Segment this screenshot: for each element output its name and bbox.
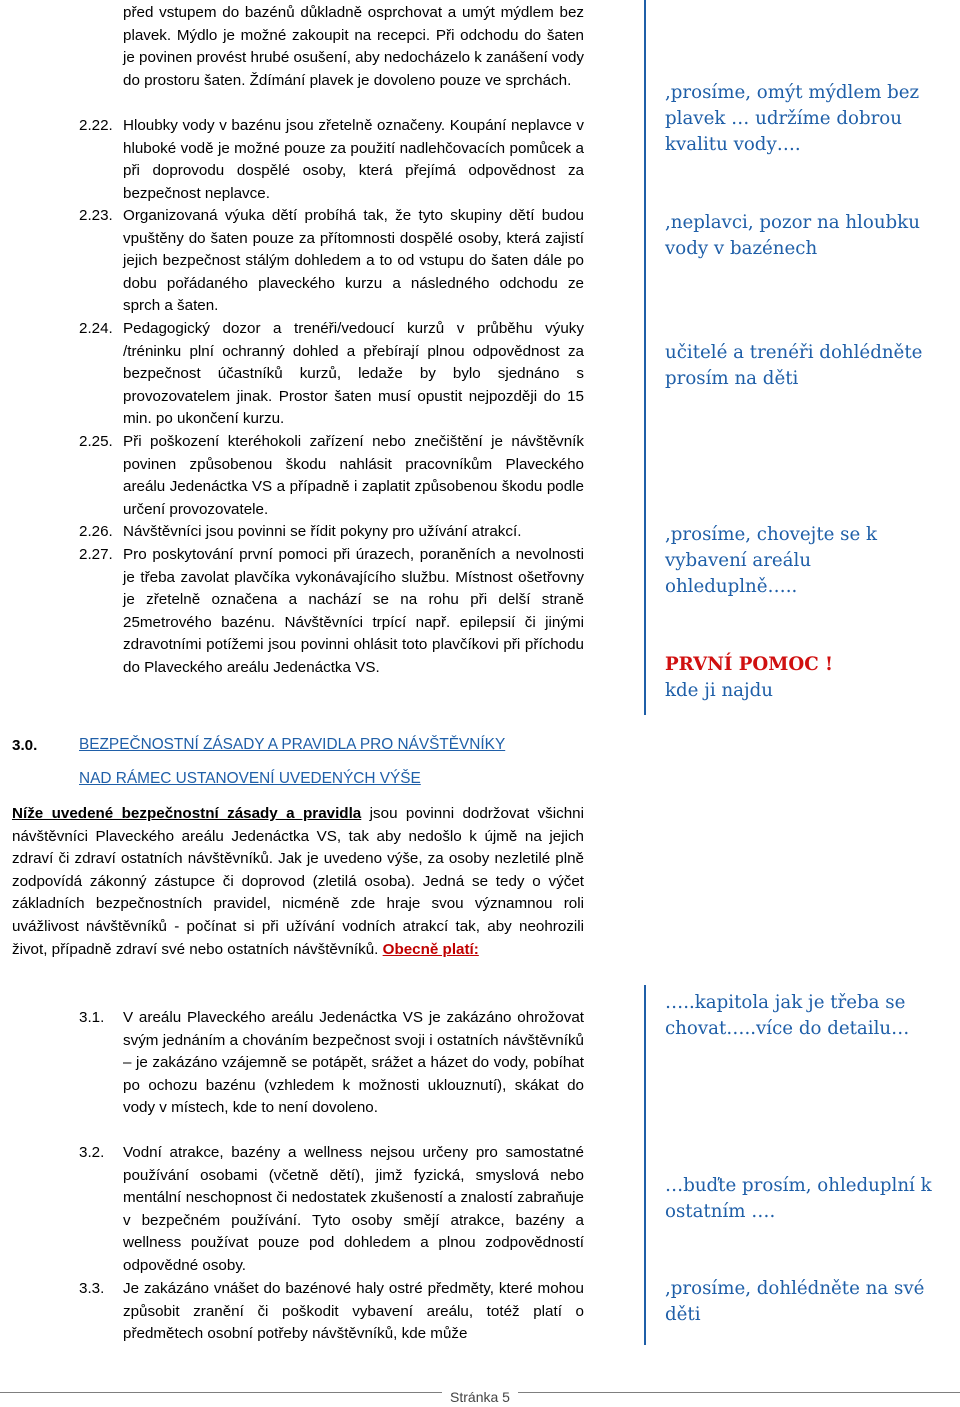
margin-note-behaviour: …..kapitola jak je třeba se chovat…..více do detailu… xyxy=(665,992,910,1039)
rule-text: V areálu Plaveckého areálu Jedenáctka VS je zakázáno ohrožovat svým jednáním a chováním bezpečnost svoji i ostatních návštěvníků – je zakázáno vzájemně se potápět, srážet a házet do vody, pobíhat po ochozu bazénu (vzhledem k možnosti uklouznutí), skákat do vody v místech, kde to není dovoleno. xyxy=(123,1009,584,1117)
margin-note-first-aid-sub: kde ji najdu xyxy=(665,680,773,701)
rule-text: Pro poskytování první pomoci při úrazech, poraněních a nevolnosti je třeba zavolat plavčíka vykonávajícího službu. Místnost ošetřovny je zřetelně označena a nachází se na rohu při delší straně 25metrového bazénu. Návštěvníci trpící např. epilepsií či jinými zdravotními potížemi jsou povinni ohlásit toto plavčíkovi při příchodu do Plaveckého areálu Jedenáctka VS. xyxy=(123,546,584,676)
rule-text: Při poškození kteréhokoli zařízení nebo znečištění je návštěvník povinen způsobenou škodu nahlásit pracovníkům Plaveckého areálu Jedenáctka VS a případně i zaplatit způsobenou škodu podle určení provozovatele. xyxy=(123,433,584,518)
page-footer xyxy=(0,1389,960,1405)
rule-number: 2.22. xyxy=(79,117,113,134)
margin-note-soap: ,prosíme, omýt mýdlem bez plavek … udržíme dobrou kvalitu vody…. xyxy=(665,82,920,155)
section-intro-body: jsou povinni dodržovat všichni návštěvníci Plaveckého areálu Jedenáctka VS, tak aby nedošlo k újmě na jejich zdraví či zdraví ostatních návštěvníků. Jak je uvedeno výše, za osoby nezletilé plně zodpovídá zákonný zástupce či doprovod (zletilá osoba). Jedná se tedy o výčet základních bezpečnostních pravidel, nicméně zde hraje svou významnou roli uvážlivost návštěvníků - počínat si při užívání vodních atrakcí tak, aby neohrozili život, případně zdraví své nebo ostatních návštěvníků. xyxy=(12,805,584,958)
rule-text: Organizovaná výuka dětí probíhá tak, že tyto skupiny dětí budou vpuštěny do šaten pouze za přítomnosti dospělé osoby, která zajistí jejich bezpečnost stálým dohledem a to od vstupu do šaten dále po dobu pořádaného plaveckého kurzu a následného odchodu ze sprch a šaten. xyxy=(123,207,584,315)
rule-number: 2.23. xyxy=(79,207,113,224)
intro-text: před vstupem do bazénů důkladně osprchovat a umýt mýdlem bez plavek. Mýdlo je možné zakoupit na recepci. Při odchodu do šaten je povinen provést hrubé osušení, aby nedocházelo k zanášení vody do prostoru šaten. Ždímání plavek je dovoleno pouze ve sprchách. xyxy=(123,4,584,89)
rule-number: 2.24. xyxy=(79,320,113,337)
general-rule-label: Obecně platí: xyxy=(382,940,479,958)
section-intro-lead: Níže uvedené bezpečnostní zásady a pravidla xyxy=(12,805,362,822)
margin-note-first-aid-title: PRVNÍ POMOC ! xyxy=(665,654,834,675)
rule-number: 2.26. xyxy=(79,523,113,540)
margin-note-considerate: …buďte prosím, ohleduplní k ostatním …. xyxy=(665,1175,932,1222)
rule-number: 3.3. xyxy=(79,1280,105,1297)
page-number: Stránka 5 xyxy=(442,1389,518,1405)
section-intro-paragraph xyxy=(12,803,584,961)
margin-rule-top xyxy=(644,0,646,715)
rule-text: Hloubky vody v bazénu jsou zřetelně označeny. Koupání neplavce v hluboké vodě je možné pouze za použití nadlehčovacích pomůcek a při doprovodu dospělé osoby, která přejímá odpovědnost za bezpečnost neplavce. xyxy=(123,117,584,202)
rule-text: Pedagogický dozor a trenéři/vedoucí kurzů v průběhu výuky /tréninku plní ochranný dohled a přebírají plnou odpovědnost za bezpečnost účastníků kurzů, ledaže by bylo sjednáno s provozovatelem jinak. Prostor šaten musí opustit nejpozději do 15 min. po ukončení kurzu. xyxy=(123,320,584,428)
section-number: 3.0. xyxy=(12,737,38,754)
rule-number: 2.25. xyxy=(79,433,113,450)
rule-text: Je zakázáno vnášet do bazénové haly ostré předměty, které mohou způsobit zranění či poškodit vybavení areálu, totéž platí o předmětech osobní potřeby návštěvníků, kde může xyxy=(123,1280,584,1343)
margin-note-depth: ,neplavci, pozor na hloubku vody v bazénech xyxy=(665,212,920,259)
rule-number: 3.1. xyxy=(79,1009,105,1026)
margin-note-children: ,prosíme, dohlédněte na své děti xyxy=(665,1278,925,1325)
margin-note-equipment: ,prosíme, chovejte se k vybavení areálu ohleduplně….. xyxy=(665,524,878,597)
rule-number: 2.27. xyxy=(79,546,113,563)
margin-note-teachers: učitelé a trenéři dohlédněte prosím na děti xyxy=(665,342,923,389)
rule-number: 3.2. xyxy=(79,1144,105,1161)
section-heading-line1: BEZPEČNOSTNÍ ZÁSADY A PRAVIDLA PRO NÁVŠTĚVNÍKY xyxy=(79,736,506,753)
margin-rule-bottom xyxy=(644,985,646,1345)
section-heading-line2: NAD RÁMEC USTANOVENÍ UVEDENÝCH VÝŠE xyxy=(79,770,421,787)
rule-text: Vodní atrakce, bazény a wellness nejsou určeny pro samostatné používání osobami (včetně dětí), jimž fyzická, smyslová nebo mentální neschopnost či nedostatek zkušeností a znalostí zabraňuje v bezpečném používání. Tyto osoby smějí atrakce, bazény a wellness používat pouze pod dohledem a plnou zodpovědností odpovědné osoby. xyxy=(123,1144,584,1274)
rule-text: Návštěvníci jsou povinni se řídit pokyny pro užívání atrakcí. xyxy=(123,523,522,540)
